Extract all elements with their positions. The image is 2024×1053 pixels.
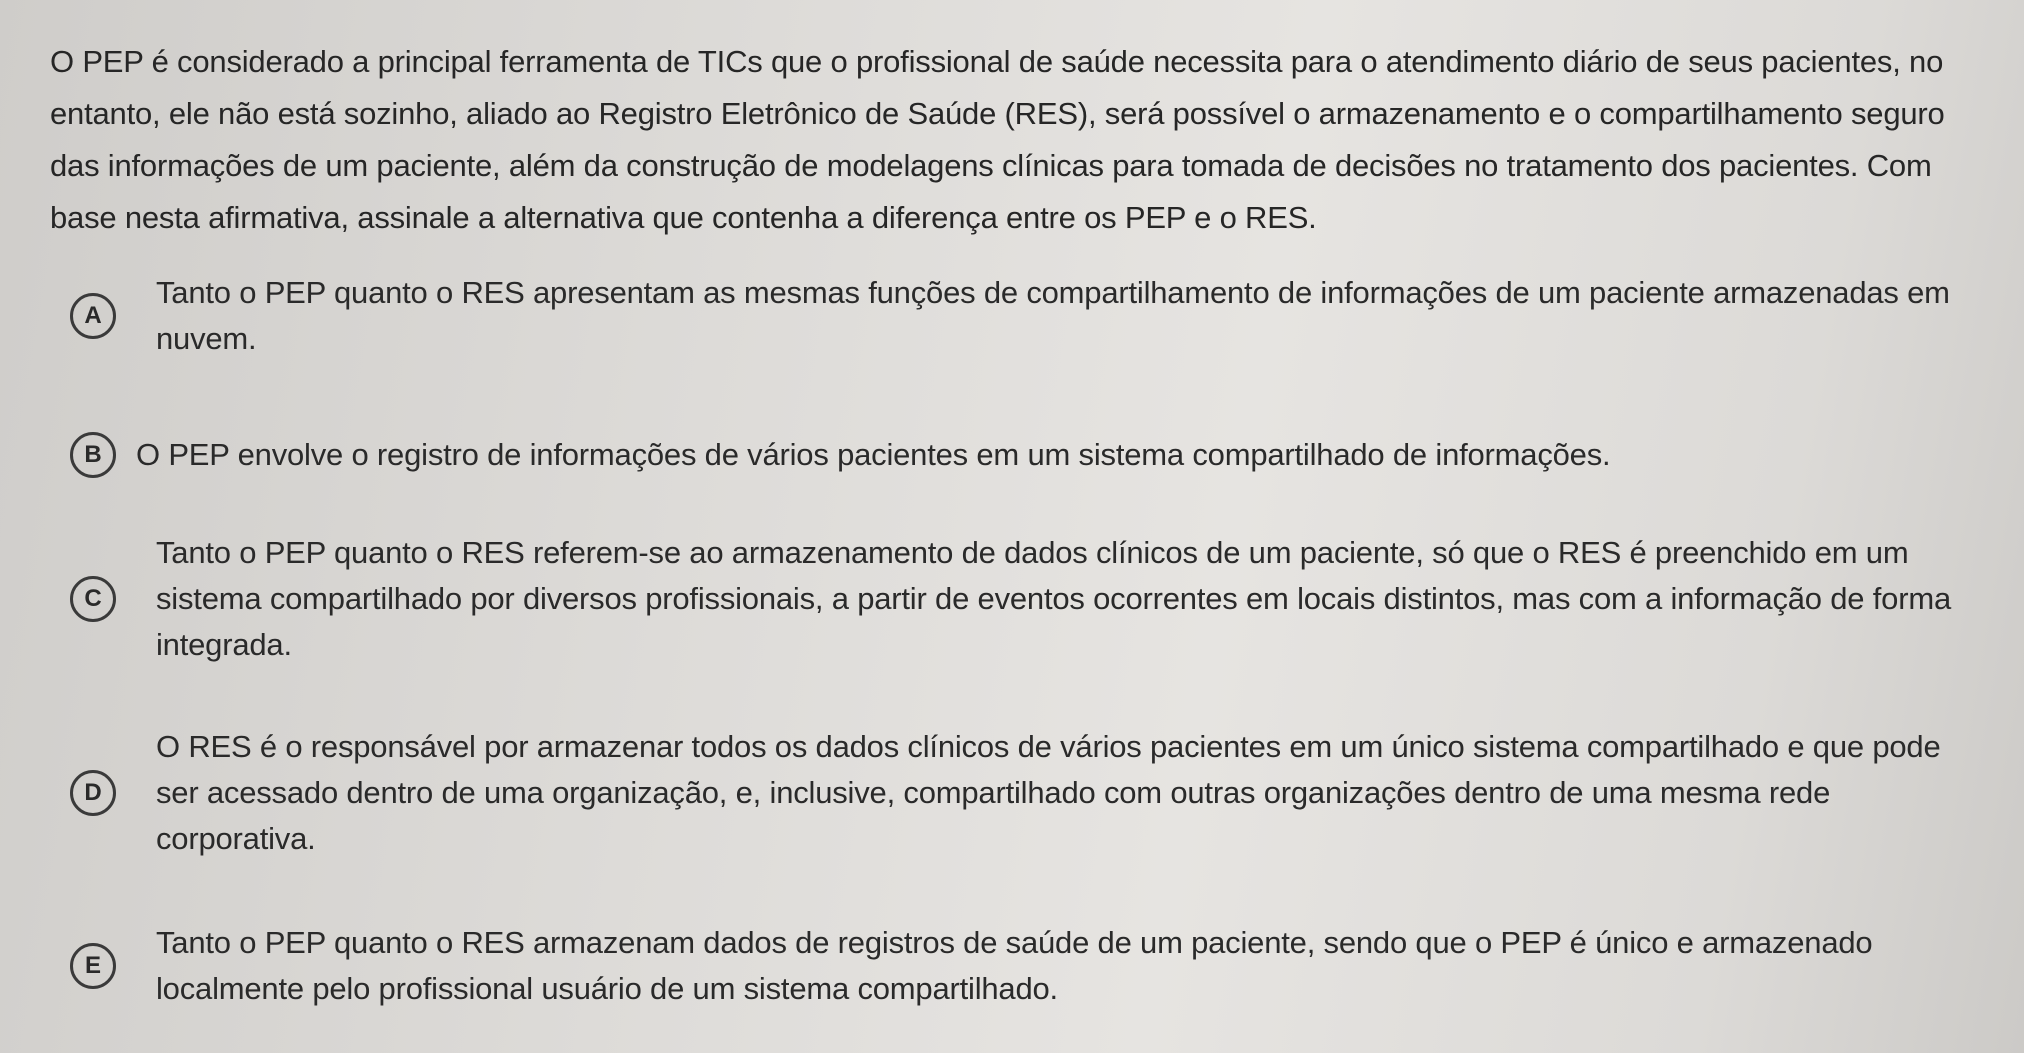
question-text: O PEP é considerado a principal ferramenta de TICs que o profissional de saúde necessita para o atendimento diário de seus pacientes, no entanto, ele não está sozinho, aliado ao Registro Eletrônico de Saúde (RES), será possível o armazenamento e o compartilhamento seguro das informações de um paciente, além da construção de modelagens clínicas para tomada de decisões no tratamento dos pacientes. Com base nesta afirmativa, assinale a alternativa que contenha a diferença entre os PEP e o RES. [50,44,1945,235]
option-a-text: Tanto o PEP quanto o RES apresentam as mesmas funções de compartilhamento de informações de um paciente armazenadas em nuvem. [156,275,1950,356]
option-e-text: Tanto o PEP quanto o RES armazenam dados de registros de saúde de um paciente, sendo que o PEP é único e armazenado localmente pelo profissional usuário de um sistema compartilhado. [156,925,1873,1006]
option-b-badge[interactable]: B [70,432,116,478]
option-d-badge[interactable]: D [70,770,116,816]
option-c-text: Tanto o PEP quanto o RES referem-se ao armazenamento de dados clínicos de um paciente, só que o RES é preenchido em um sistema compartilhado por diversos profissionais, a partir de eventos ocorrentes em locais distintos, mas com a informação de forma integrada. [156,535,1951,662]
option-b[interactable] [70,432,1990,478]
option-b-text: O PEP envolve o registro de informações de vários pacientes em um sistema compartilhado de informações. [136,437,1611,472]
option-e[interactable] [70,920,1990,1012]
option-e-badge[interactable]: E [70,943,116,989]
option-c[interactable] [70,530,1990,668]
option-a-badge[interactable]: A [70,293,116,339]
option-d[interactable] [70,724,1990,862]
option-a[interactable] [70,270,1990,362]
option-d-text: O RES é o responsável por armazenar todos os dados clínicos de vários pacientes em um único sistema compartilhado e que pode ser acessado dentro de uma organização, e, inclusive, compartilhado com outras organizações dentro de uma mesma rede corporativa. [156,729,1941,856]
option-c-badge[interactable]: C [70,576,116,622]
